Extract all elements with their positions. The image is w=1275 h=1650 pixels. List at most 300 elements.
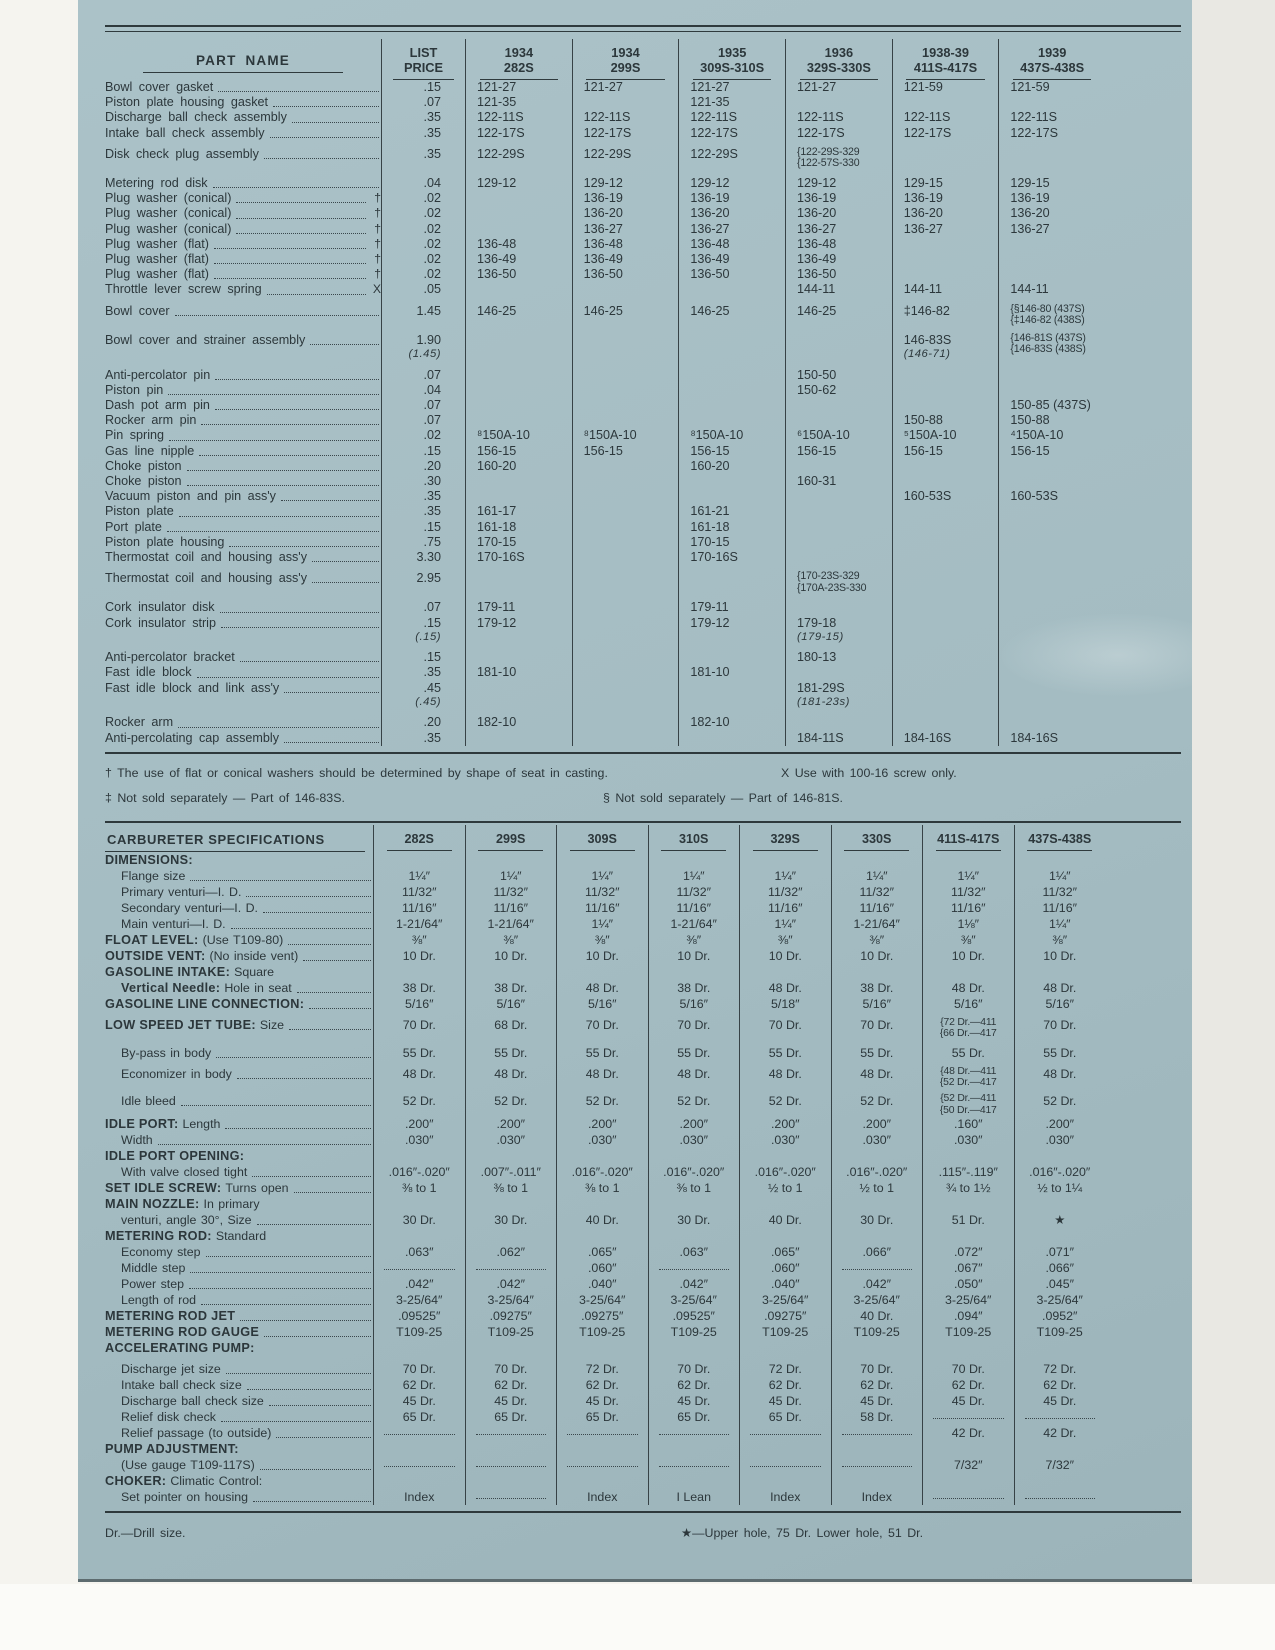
part-name-cell bbox=[105, 141, 381, 170]
part-number-cell bbox=[785, 327, 892, 362]
value-line: 136-50 bbox=[477, 267, 517, 282]
spec-value-cell bbox=[373, 948, 465, 964]
part-number-cell bbox=[785, 565, 892, 594]
spec-value-cell bbox=[373, 1088, 465, 1116]
part-number-cell bbox=[572, 504, 679, 519]
part-number-cell bbox=[892, 170, 999, 191]
part-number-cell bbox=[678, 170, 785, 191]
header-line: 329S-330S bbox=[806, 60, 871, 75]
value-line: 52 Dr. bbox=[1043, 1094, 1077, 1109]
part-name: Anti-percolator bracket bbox=[105, 650, 235, 665]
spec-value-cell bbox=[465, 1180, 557, 1196]
value-line: 136-27 bbox=[583, 221, 623, 236]
part-name-cell bbox=[105, 681, 381, 710]
spec-value-cell bbox=[556, 1148, 648, 1164]
part-number-cell bbox=[678, 444, 785, 459]
list-price-cell bbox=[381, 222, 465, 237]
part-number-cell bbox=[465, 327, 572, 362]
spec-value-cell bbox=[465, 948, 557, 964]
spec-row bbox=[105, 1260, 1105, 1276]
part-name-cell bbox=[105, 594, 381, 615]
part-number-cell bbox=[678, 298, 785, 327]
part-number-cell bbox=[572, 80, 679, 95]
spec-value-cell bbox=[465, 1012, 557, 1040]
value-line: 72 Dr. bbox=[768, 1362, 802, 1377]
spec-label-cell bbox=[105, 948, 373, 964]
part-name: Cork insulator disk bbox=[105, 600, 215, 615]
spec-label-cell bbox=[105, 1116, 373, 1132]
part-number-cell bbox=[572, 126, 679, 141]
spec-value-cell bbox=[373, 1473, 465, 1489]
spec-value-cell bbox=[556, 1409, 648, 1425]
value-line: .35 bbox=[423, 489, 441, 504]
value-line: 52 Dr. bbox=[677, 1094, 711, 1109]
value-line bbox=[557, 1425, 648, 1440]
part-number-cell bbox=[892, 565, 999, 594]
value-line: 70 Dr. bbox=[768, 1017, 802, 1032]
spec-value-cell bbox=[556, 1356, 648, 1377]
spec-value-cell bbox=[1014, 996, 1106, 1012]
part-number-cell bbox=[785, 709, 892, 730]
part-number-cell bbox=[892, 327, 999, 362]
part-name-cell bbox=[105, 565, 381, 594]
spec-value-cell bbox=[831, 1164, 923, 1180]
value-line bbox=[923, 1489, 1014, 1504]
spec-label-text: Idle bleed bbox=[121, 1094, 176, 1109]
footnote-mark: † bbox=[374, 236, 381, 251]
parts-row bbox=[105, 398, 1105, 413]
value-line: {170-23S-329 bbox=[797, 570, 860, 583]
spec-row bbox=[105, 1292, 1105, 1308]
value-line: Index bbox=[404, 1490, 435, 1505]
spec-label-text: Width bbox=[121, 1133, 153, 1148]
spec-value-cell bbox=[739, 1324, 831, 1340]
spec-value-cell bbox=[922, 1473, 1014, 1489]
list-price-cell bbox=[381, 398, 465, 413]
value-line: .030″ bbox=[953, 1133, 983, 1148]
value-line: 121-35 bbox=[690, 95, 730, 110]
spec-row bbox=[105, 1276, 1105, 1292]
value-line: ⅜ to 1 bbox=[402, 1181, 437, 1196]
part-number-cell bbox=[678, 709, 785, 730]
list-price-cell bbox=[381, 616, 465, 645]
footnote-mark: X bbox=[372, 282, 381, 297]
part-number-cell bbox=[572, 709, 679, 730]
value-line: 129-12 bbox=[690, 176, 730, 190]
spec-value-cell bbox=[1014, 1228, 1106, 1244]
part-name: Bowl cover gasket bbox=[105, 79, 214, 94]
part-name: Choke piston bbox=[105, 473, 182, 488]
part-name: Piston plate bbox=[105, 504, 174, 519]
dotted-leader bbox=[158, 1144, 371, 1145]
value-line: .050″ bbox=[953, 1277, 983, 1292]
value-line bbox=[466, 1425, 557, 1440]
value-line: 181-29S bbox=[797, 680, 845, 695]
parts-row bbox=[105, 413, 1105, 428]
value-line: {52 Dr.—411 bbox=[940, 1093, 997, 1105]
value-line: 179-18 bbox=[797, 615, 837, 630]
spec-value-cell bbox=[373, 1425, 465, 1441]
spec-value-cell bbox=[1014, 916, 1106, 932]
column-header bbox=[739, 825, 831, 852]
part-number-cell bbox=[892, 731, 999, 746]
spec-value-cell bbox=[739, 1148, 831, 1164]
value-line: .030″ bbox=[404, 1133, 434, 1148]
spec-label-cell bbox=[105, 932, 373, 948]
value-line: 5/16″ bbox=[587, 996, 617, 1011]
part-number-cell bbox=[465, 731, 572, 746]
spec-value-cell bbox=[739, 1180, 831, 1196]
spec-value-cell bbox=[739, 1244, 831, 1260]
value-line: 42 Dr. bbox=[1043, 1426, 1077, 1441]
header-line: 299S bbox=[496, 831, 526, 846]
spec-row bbox=[105, 1212, 1105, 1228]
value-line: 62 Dr. bbox=[860, 1378, 894, 1393]
value-line: 55 Dr. bbox=[860, 1045, 894, 1060]
part-number-cell bbox=[998, 644, 1105, 665]
spec-value-cell bbox=[1014, 1061, 1106, 1089]
part-number-cell bbox=[572, 206, 679, 221]
part-name: Plug washer (flat) bbox=[105, 236, 209, 251]
spec-value-cell bbox=[739, 1228, 831, 1244]
header-line: 1934 bbox=[504, 45, 534, 60]
part-number-cell bbox=[785, 594, 892, 615]
spec-row bbox=[105, 852, 1105, 868]
part-name-cell bbox=[105, 282, 381, 297]
spec-value-cell bbox=[922, 1061, 1014, 1089]
value-line: 3-25/64″ bbox=[853, 1293, 900, 1308]
value-line: 160-31 bbox=[797, 473, 837, 488]
dotted-leader bbox=[246, 896, 371, 897]
dotted-leader bbox=[220, 612, 379, 613]
part-name: Metering rod disk bbox=[105, 175, 208, 190]
spec-table-bottom-rule bbox=[105, 1511, 1181, 1513]
part-name: Piston pin bbox=[105, 382, 164, 397]
value-line: 7/32″ bbox=[953, 1458, 983, 1473]
part-number-cell bbox=[572, 565, 679, 594]
part-number-cell bbox=[572, 474, 679, 489]
value-line: .060″ bbox=[770, 1261, 800, 1276]
value-line bbox=[923, 1409, 1014, 1424]
value-line: T109-25 bbox=[396, 1325, 443, 1340]
spec-label-cell bbox=[105, 1212, 373, 1228]
part-number-cell bbox=[785, 520, 892, 535]
dotted-leader bbox=[294, 1192, 371, 1193]
spec-value-cell bbox=[1014, 1340, 1106, 1356]
spec-table-top-rule bbox=[105, 821, 1181, 823]
spec-value-cell bbox=[373, 1377, 465, 1393]
value-line: 170-16S bbox=[477, 549, 525, 564]
part-number-cell bbox=[892, 222, 999, 237]
value-line: 10 Dr. bbox=[677, 948, 711, 963]
value-line bbox=[466, 1489, 557, 1504]
value-line: .016″-.020″ bbox=[663, 1165, 725, 1180]
value-line: 72 Dr. bbox=[585, 1362, 619, 1377]
value-line: I Lean bbox=[676, 1490, 711, 1505]
value-line: .066″ bbox=[862, 1245, 891, 1260]
drill-size-note: Dr.—Drill size. bbox=[105, 1526, 186, 1541]
spec-value-cell bbox=[373, 1260, 465, 1276]
part-number-cell bbox=[998, 267, 1105, 282]
spec-row bbox=[105, 1040, 1105, 1061]
spec-row bbox=[105, 1116, 1105, 1132]
part-number-cell bbox=[785, 665, 892, 680]
value-line: .072″ bbox=[953, 1245, 983, 1260]
spec-label-cell bbox=[105, 1457, 373, 1473]
value-line: 122-17S bbox=[477, 125, 525, 140]
value-line: T109-25 bbox=[762, 1325, 809, 1340]
dotted-leader bbox=[199, 455, 379, 456]
value-line: 52 Dr. bbox=[768, 1094, 802, 1109]
column-header bbox=[785, 39, 892, 80]
spec-value-cell bbox=[922, 1196, 1014, 1212]
spec-value-cell bbox=[1014, 1473, 1106, 1489]
list-price-cell bbox=[381, 594, 465, 615]
value-line: 48 Dr. bbox=[1043, 1066, 1077, 1081]
part-name: Plug washer (conical) bbox=[105, 206, 232, 221]
spec-label-text: Size bbox=[259, 1017, 285, 1032]
value-line: 184-11S bbox=[797, 730, 844, 745]
part-number-cell bbox=[572, 298, 679, 327]
value-line: .066″ bbox=[1045, 1261, 1074, 1276]
spec-row bbox=[105, 1180, 1105, 1196]
spec-value-cell bbox=[1014, 1180, 1106, 1196]
part-name-cell bbox=[105, 95, 381, 110]
part-number-cell bbox=[892, 413, 999, 428]
dotted-leader bbox=[179, 516, 379, 517]
value-line: .35 bbox=[423, 504, 441, 519]
spec-label-cell bbox=[105, 852, 373, 868]
value-line: 136-49 bbox=[797, 252, 837, 267]
spec-value-cell bbox=[373, 1040, 465, 1061]
value-line: 156-15 bbox=[477, 443, 517, 458]
spec-value-cell bbox=[648, 1132, 740, 1148]
value-line: .200″ bbox=[862, 1117, 891, 1132]
spec-label-text: Length of rod bbox=[121, 1293, 197, 1308]
spec-value-cell bbox=[739, 1292, 831, 1308]
value-line: 156-15 bbox=[690, 443, 730, 458]
part-number-cell bbox=[678, 95, 785, 110]
part-number-cell bbox=[785, 731, 892, 746]
value-line bbox=[466, 1457, 557, 1472]
part-number-cell bbox=[998, 383, 1105, 398]
value-line: .35 bbox=[423, 125, 441, 140]
spec-value-cell bbox=[648, 868, 740, 884]
part-number-cell bbox=[892, 95, 999, 110]
part-number-cell bbox=[465, 681, 572, 710]
part-number-cell bbox=[678, 252, 785, 267]
value-line: {146-81S (437S) bbox=[1010, 331, 1086, 344]
value-line: 11/32″ bbox=[768, 884, 803, 899]
spec-value-cell bbox=[648, 1292, 740, 1308]
part-name: Bowl cover bbox=[105, 303, 170, 318]
part-number-cell bbox=[998, 616, 1105, 645]
value-line: 48 Dr. bbox=[585, 980, 619, 995]
parts-row bbox=[105, 110, 1105, 125]
spec-label-bold: LOW SPEED JET TUBE: bbox=[105, 1017, 256, 1032]
spec-value-cell bbox=[831, 884, 923, 900]
part-number-cell bbox=[892, 383, 999, 398]
value-line: 62 Dr. bbox=[1043, 1378, 1077, 1393]
value-line: 122-11S bbox=[690, 110, 738, 125]
header-line: 411S-417S bbox=[937, 831, 1000, 846]
value-line: 146-83S bbox=[903, 332, 952, 347]
spec-value-cell bbox=[922, 1356, 1014, 1377]
part-number-cell bbox=[465, 709, 572, 730]
value-line: 30 Dr. bbox=[860, 1213, 894, 1228]
part-name-cell bbox=[105, 616, 381, 645]
part-name: Fast idle block bbox=[105, 665, 192, 680]
value-line: 181-10 bbox=[477, 665, 517, 680]
value-line: .02 bbox=[423, 206, 441, 221]
spec-value-cell bbox=[556, 1324, 648, 1340]
value-line: 45 Dr. bbox=[677, 1394, 711, 1409]
part-name: Dash pot arm pin bbox=[105, 397, 210, 412]
value-line: 156-15 bbox=[583, 443, 623, 458]
column-header bbox=[373, 825, 465, 852]
header-line: 1938-39 bbox=[922, 45, 969, 60]
value-line: 161-21 bbox=[690, 504, 730, 519]
part-number-cell bbox=[785, 398, 892, 413]
value-line: 45 Dr. bbox=[1043, 1394, 1077, 1409]
spec-row bbox=[105, 996, 1105, 1012]
part-number-cell bbox=[678, 565, 785, 594]
value-line: T109-25 bbox=[487, 1325, 534, 1340]
spec-row bbox=[105, 1244, 1105, 1260]
value-line: 129-12 bbox=[797, 176, 837, 190]
spec-value-cell bbox=[1014, 1489, 1106, 1505]
scanner-background-right bbox=[1192, 0, 1275, 1650]
spec-value-cell bbox=[556, 1489, 648, 1505]
part-number-cell bbox=[785, 80, 892, 95]
parts-row bbox=[105, 504, 1105, 519]
spec-row bbox=[105, 1228, 1105, 1244]
spec-value-cell bbox=[739, 884, 831, 900]
spec-value-cell bbox=[648, 1276, 740, 1292]
spec-value-cell bbox=[739, 1340, 831, 1356]
part-name-cell bbox=[105, 709, 381, 730]
spec-value-cell bbox=[556, 900, 648, 916]
value-line: 62 Dr. bbox=[768, 1378, 802, 1393]
value-line: 52 Dr. bbox=[402, 1094, 436, 1109]
spec-value-cell bbox=[648, 1308, 740, 1324]
part-number-cell bbox=[892, 398, 999, 413]
part-number-cell bbox=[465, 95, 572, 110]
value-line: .05 bbox=[423, 282, 441, 297]
list-price-cell bbox=[381, 252, 465, 267]
spec-label-bold: OUTSIDE VENT: bbox=[105, 948, 206, 963]
value-line: 3.30 bbox=[416, 549, 441, 564]
spec-label-text: Power step bbox=[121, 1277, 184, 1292]
value-line: 160-20 bbox=[477, 458, 517, 473]
part-number-cell bbox=[998, 520, 1105, 535]
part-name: Anti-percolating cap assembly bbox=[105, 730, 279, 745]
value-line: 3-25/64″ bbox=[762, 1293, 809, 1308]
value-line: ⁸150A-10 bbox=[583, 428, 637, 443]
dotted-leader bbox=[281, 500, 379, 501]
spec-value-cell bbox=[831, 852, 923, 868]
parts-row bbox=[105, 665, 1105, 680]
spec-label-cell bbox=[105, 980, 373, 996]
value-line: 136-48 bbox=[690, 236, 730, 251]
dotted-leader bbox=[312, 561, 379, 562]
parts-row bbox=[105, 565, 1105, 594]
value-line: 156-15 bbox=[903, 443, 943, 458]
part-name: Throttle lever screw spring bbox=[105, 282, 262, 297]
spec-value-cell bbox=[739, 1196, 831, 1212]
part-number-cell bbox=[785, 222, 892, 237]
part-number-cell bbox=[465, 550, 572, 565]
part-number-cell bbox=[678, 237, 785, 252]
value-line: .02 bbox=[423, 236, 441, 251]
value-line: ⅜″ bbox=[594, 932, 610, 947]
part-number-cell bbox=[572, 665, 679, 680]
spec-value-cell bbox=[648, 1473, 740, 1489]
value-line: ¾ to 1½ bbox=[945, 1181, 991, 1196]
dotted-leader bbox=[257, 1224, 371, 1225]
list-price-cell bbox=[381, 520, 465, 535]
value-line bbox=[374, 1425, 465, 1440]
part-number-cell bbox=[678, 489, 785, 504]
dotted-leader bbox=[167, 531, 379, 532]
spec-label-text: Turns open bbox=[225, 1181, 289, 1196]
value-line: .20 bbox=[423, 458, 441, 473]
spec-value-cell bbox=[831, 1012, 923, 1040]
part-name: Pin spring bbox=[105, 428, 165, 443]
spec-value-cell bbox=[831, 1180, 923, 1196]
dotted-leader bbox=[190, 880, 371, 881]
value-line: .042″ bbox=[679, 1277, 708, 1292]
spec-value-cell bbox=[831, 1196, 923, 1212]
spec-value-cell bbox=[648, 884, 740, 900]
spec-value-cell bbox=[373, 900, 465, 916]
part-number-cell bbox=[572, 222, 679, 237]
spec-value-cell bbox=[1014, 1040, 1106, 1061]
spec-value-cell bbox=[465, 1116, 557, 1132]
parts-row bbox=[105, 298, 1105, 327]
part-name-cell bbox=[105, 362, 381, 383]
spec-label-bold: SET IDLE SCREW: bbox=[105, 1181, 222, 1196]
value-line: .200″ bbox=[404, 1117, 434, 1132]
part-number-cell bbox=[678, 474, 785, 489]
spec-value-cell bbox=[1014, 1393, 1106, 1409]
spec-value-cell bbox=[831, 1276, 923, 1292]
spec-label-bold: METERING ROD JET bbox=[105, 1309, 236, 1324]
part-number-cell bbox=[572, 237, 679, 252]
part-number-cell bbox=[465, 594, 572, 615]
spec-value-cell bbox=[922, 1340, 1014, 1356]
spec-value-cell bbox=[831, 900, 923, 916]
dotted-leader bbox=[187, 485, 379, 486]
spec-label-cell bbox=[105, 1409, 373, 1425]
value-line: 48 Dr. bbox=[494, 1066, 528, 1081]
value-line: 45 Dr. bbox=[494, 1394, 528, 1409]
value-line: 181-10 bbox=[690, 665, 730, 680]
spec-value-cell bbox=[556, 1116, 648, 1132]
spec-value-cell bbox=[922, 1012, 1014, 1040]
page-footer bbox=[105, 1521, 1181, 1547]
value-line: .160″ bbox=[953, 1117, 983, 1132]
value-line: .02 bbox=[423, 252, 441, 267]
part-name-cell bbox=[105, 504, 381, 519]
value-line: 38 Dr. bbox=[494, 980, 528, 995]
value-line: 121-27 bbox=[690, 80, 730, 94]
value-line: .042″ bbox=[404, 1277, 434, 1292]
spec-label-text: (No inside vent) bbox=[209, 948, 299, 963]
part-number-cell bbox=[572, 459, 679, 474]
part-number-cell bbox=[998, 489, 1105, 504]
list-price-cell bbox=[381, 459, 465, 474]
